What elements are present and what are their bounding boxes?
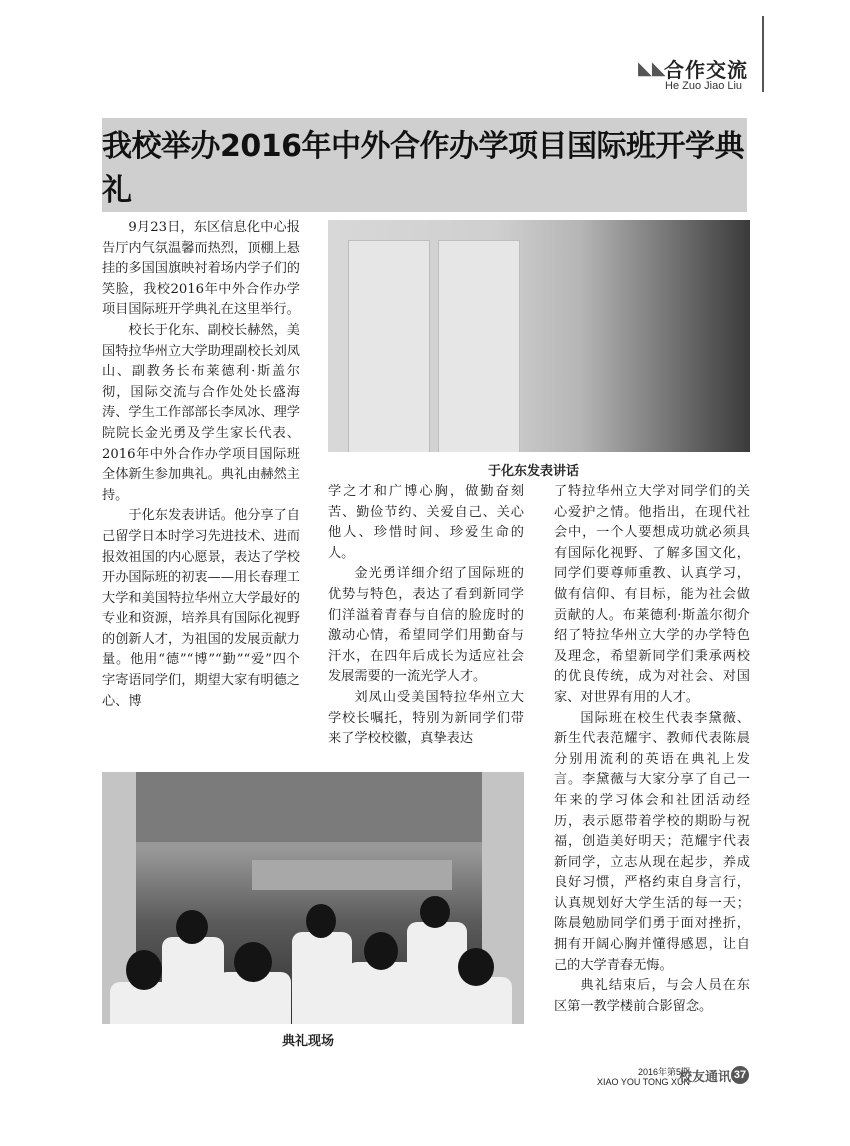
article-title: 我校举办2016年中外合作办学项目国际班开学典礼	[102, 129, 744, 208]
text-column-middle	[328, 482, 524, 750]
section-divider	[762, 16, 764, 92]
student-head	[176, 910, 208, 944]
ceiling	[102, 772, 524, 842]
student-head	[420, 896, 450, 928]
paragraph: 了特拉华州立大学对同学们的关心爱护之情。他指出，在现代社会中，一个人要想成功就必须具有国际化视野、了解多国文化，同学们要尊师重教、认真学习，做有信仰、有目标，能为社会做贡献的人。布莱德利·斯盖尔彻介绍了特拉华州立大学的办学特色及理念，希望新同学们秉承两校的优良传统，成为对社会、对国家、对世界有用的人才。	[554, 484, 750, 705]
photo-caption: 于化东发表讲话	[488, 464, 580, 479]
section-pinyin: He Zuo Jiao Liu	[665, 80, 743, 92]
paragraph: 金光勇详细介绍了国际班的优势与特色，表达了看到新同学们洋溢着青春与自信的脸庞时的激动心情，希望同学们用勤奋与汗水，在四年后成长为适应社会发展需要的一流光学人才。	[328, 566, 524, 685]
student	[347, 962, 415, 1024]
speaker-photo	[328, 220, 750, 452]
paragraph: 学之才和广博心胸，做勤奋刻苦、勤俭节约、关爱自己、关心他人、珍惜时间、珍爱生命的人。	[328, 484, 524, 561]
issue-label: 2016年第5期	[638, 1067, 691, 1077]
student-head	[234, 942, 272, 982]
student-head	[306, 904, 336, 938]
article-title-band	[102, 118, 747, 212]
triangle-marks-icon: ◣◣	[638, 58, 666, 79]
magazine-pinyin: XIAO YOU TONG XUN	[597, 1077, 691, 1087]
footer-issue	[597, 1067, 690, 1087]
paragraph: 国际班在校生代表李黛薇、新生代表范耀宇、教师代表陈晨分别用流利的英语在典礼上发言。李黛薇与大家分享了自己一年来的学习体会和社团活动经历，表示愿带着学校的期盼与祝福，创造美好明天；范耀宇代表新同学，立志从现在起步，养成良好习惯，严格约束自身言行，认真规划好大学生活的每一天；陈晨勉励同学们勇于面对挫折，拥有开阔心胸并懂得感恩，让自己的大学青春无悔。	[554, 710, 750, 973]
magazine-name: 校友通讯	[679, 1070, 732, 1085]
text-column-right	[554, 482, 750, 1017]
student-head	[458, 948, 494, 986]
student	[292, 932, 352, 1024]
door	[348, 240, 430, 452]
student	[162, 937, 224, 1024]
ceremony-photo	[102, 772, 524, 1024]
text-column-left	[102, 218, 300, 712]
photo-caption: 典礼现场	[282, 1034, 335, 1049]
student-head	[126, 950, 162, 990]
page-number: 37	[731, 1066, 749, 1084]
paragraph: 校长于化东、副校长赫然，美国特拉华州立大学助理副校长刘凤山、副教务长布莱德利·斯盖尔彻，国际交流与合作处处长盛海涛、学生工作部部长李凤冰、理学院院长金光勇及学生家长代表、2016年中外合作办学项目国际班全体新生参加典礼。典礼由赫然主持。	[102, 322, 300, 503]
paragraph: 9月23日，东区信息化中心报告厅内气氛温馨而热烈，顶棚上悬挂的多国国旗映衬着场内学子们的笑脸，我校2016年中外合作办学项目国际班开学典礼在这里举行。	[102, 220, 300, 318]
section-title: 合作交流	[664, 58, 748, 82]
paragraph: 典礼结束后，与会人员在东区第一教学楼前合影留念。	[554, 978, 750, 1014]
paragraph: 刘凤山受美国特拉华州立大学校长嘱托，特别为新同学们带来了学校校徽，真挚表达	[328, 689, 524, 747]
stage	[252, 860, 452, 890]
paragraph: 于化东发表讲话。他分享了自己留学日本时学习先进技术、进而报效祖国的内心愿景，表达了学校开办国际班的初衷——用长春理工大学和美国特拉华州立大学最好的专业和资源，培养具有国际化视野的创新人才，为祖国的发展贡献力量。他用“德”“博”“勤”“爱”四个字寄语同学们，期望大家有明德之心、博	[102, 508, 300, 709]
door	[438, 240, 520, 452]
student-head	[364, 932, 398, 970]
